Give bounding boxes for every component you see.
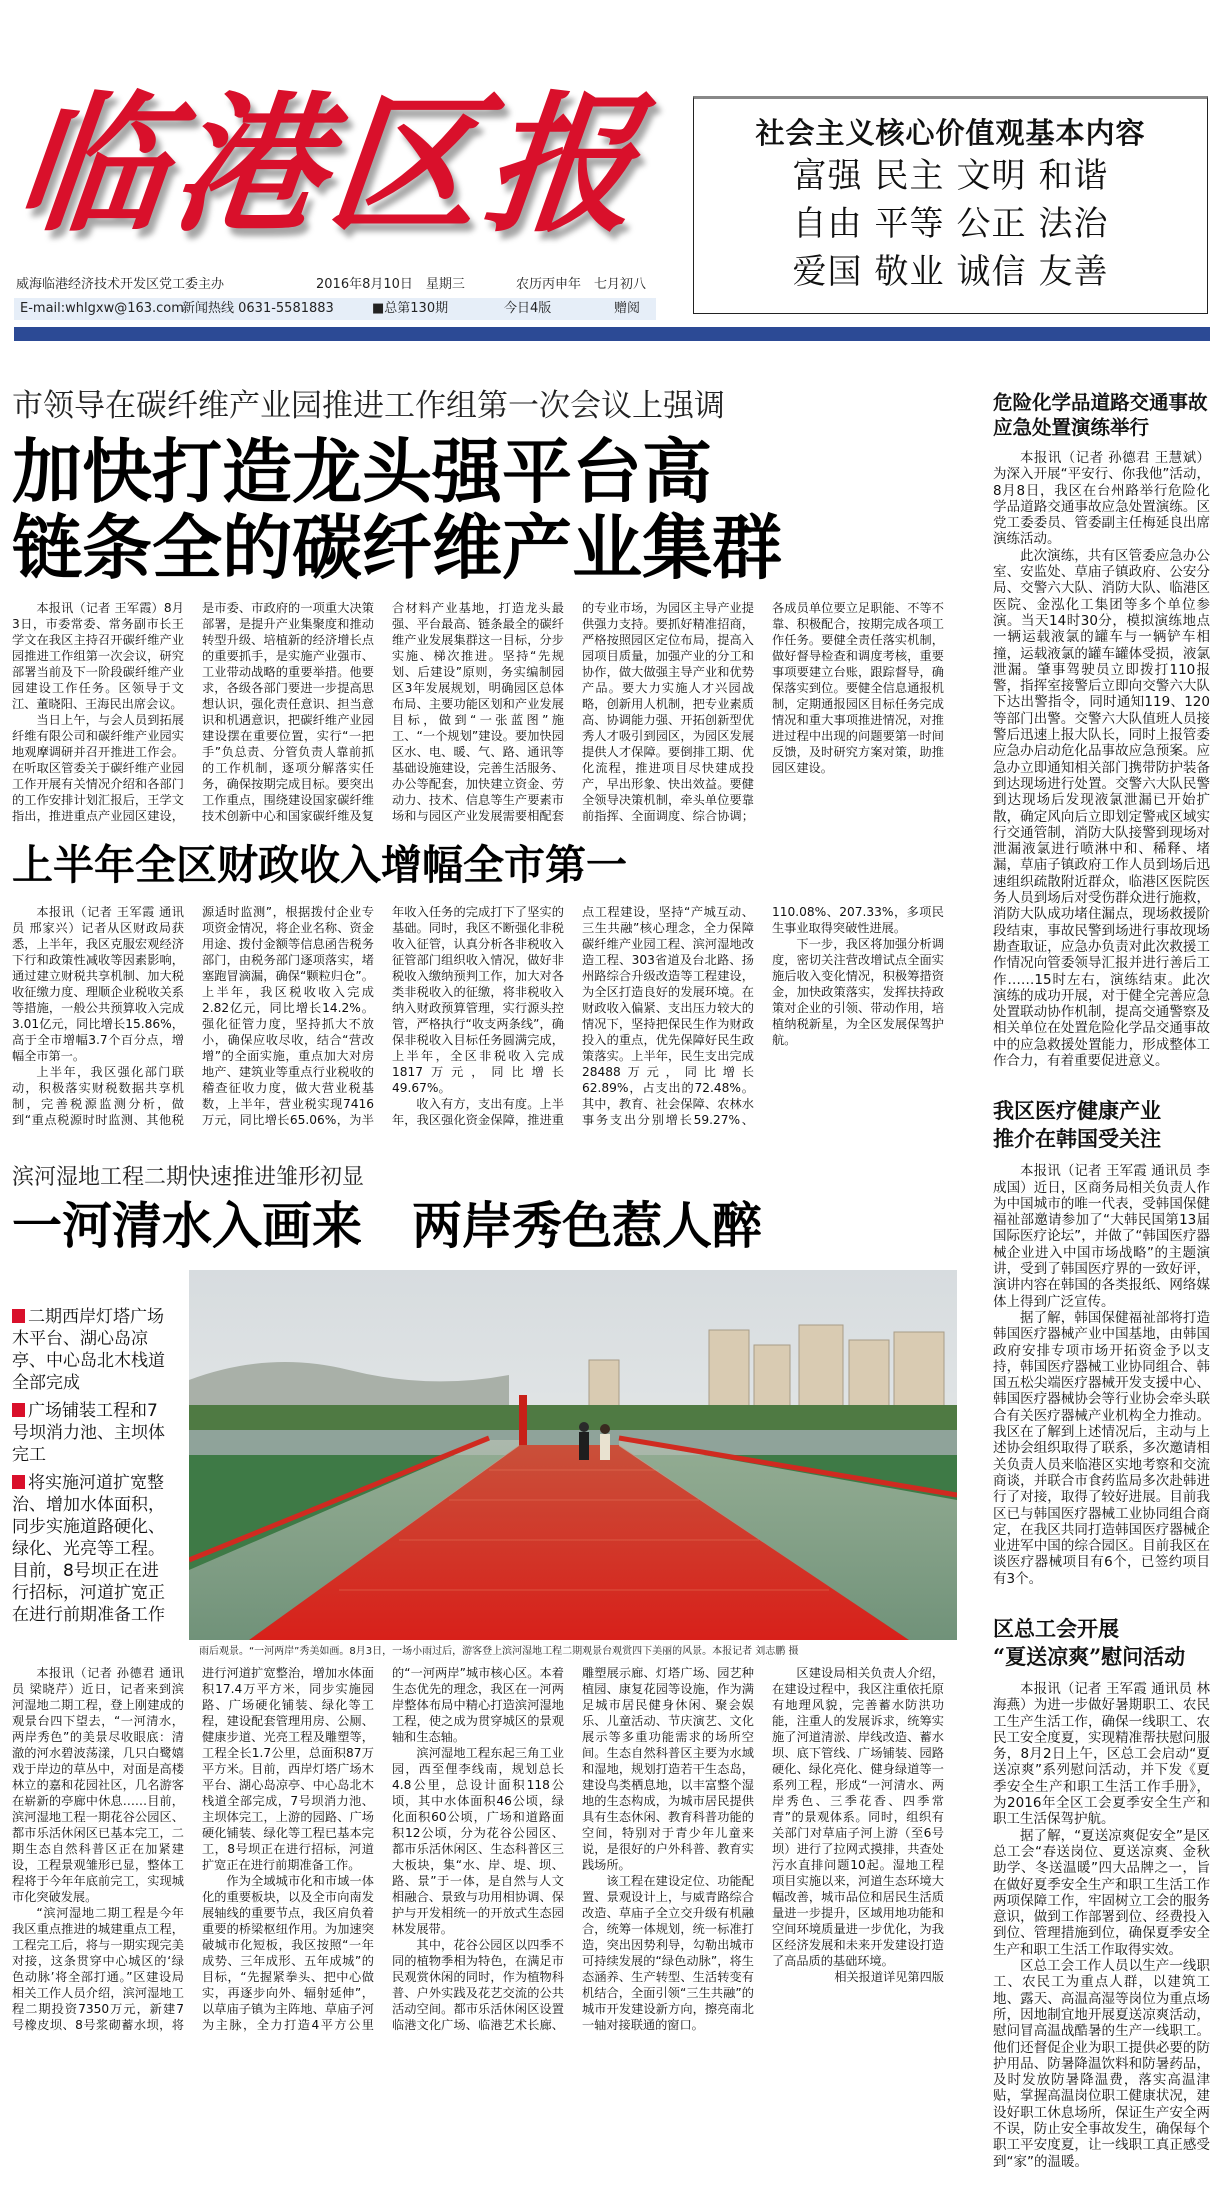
sidebar-article-title	[993, 390, 1210, 440]
sidebar-article-body	[993, 1681, 1210, 2170]
title-line: 应急处置演练举行	[993, 416, 1150, 439]
highlight-item	[12, 1472, 165, 1626]
sidebar-article-hazmat-drill	[993, 390, 1210, 1069]
highlight-item	[12, 1306, 165, 1394]
masthead-info-line	[16, 274, 656, 296]
core-values-row	[694, 248, 1207, 296]
lead-headline-line: 加快打造龙头强平台高	[12, 430, 712, 513]
wetland-photo-row	[12, 1270, 957, 1659]
core-value: 文明	[956, 156, 1027, 196]
paragraph: 本报讯（记者 孙德君 通讯员 梁晓芹）近日，记者来到滨河湿地二期工程，登上刚建成的观景台四下望去，“一河清水，两岸秀色”的美景尽收眼底：清澈的河水碧波荡漾，几只白鹭嬉戏于岸边的草丛中，对面是高楼林立的嘉和花园社区，几名游客在崭新的亭廊中休息……目前，滨河湿地工程一期花谷公园区、都市乐活休闲区已基本完工，二期生态自然科普区正在加紧建设，工程景观雏形已显，整体工程将于今年年底前完工，实现城市化突破发展。	[12, 1666, 184, 1904]
paragraph: 下一步，我区将加强分析调度，密切关注营改增试点全面实施后收入变化情况，积极筹措资金，加快政策落实，发挥扶持政策对企业的引领、带动作用，培植纳税新星，为全区发展保驾护航。	[772, 937, 944, 1047]
red-square-icon	[12, 1309, 25, 1323]
core-values-box	[693, 96, 1208, 314]
newspaper-logo: 临港区报	[8, 77, 652, 253]
paragraph: 区建设局相关负责人介绍，在建设过程中，我区注重依托原有地理风貌，完善蓄水防洪功能，注重人的发展诉求，统筹实施了河道清淤、岸线改造、蓄水坝、底下管线、广场铺装、园路硬化、绿化亮化、健身绿道等一系列工程，形成“一河清水、两岸秀色、三季花香、四季常青”的景观体系。同时，组织有关部门对草庙子河上游（至6号坝）进行了拉网式摸排，共查处污水直排问题10起。湿地工程项目实施以来，河道生态环境大幅改善，城市品位和居民生活质量进一步提升，区域用地功能和空间环境质量进一步优化，为我区经济发展和未来开发建设打造了高品质的基础环境。	[772, 1666, 944, 1968]
paragraph: “滨河湿地二期工程是今年我区重点推进的城建重点工程，工程完工后，将与一期实现完美对接，这条贯穿中心城区的‘绿色动脉’将全部打通。”区建设局相关工作人员介绍，滨河湿地工程二期投资7350万元，新建7号橡皮坝、8号浆砌蓄水坝，将进行河道扩宽整治，增加水体面积17.4万平方米，同步实施园路、广场硬化铺装、绿化等工程，建设配套管理用房、公厕、健康步道、光亮工程及雕塑等，工程全长1.7公里，总面积87万平方米。目前，西岸灯塔广场木平台、湖心岛凉亭、中心岛北木栈道全部完成，7号坝消力池、主坝体完工，上游的园路、广场硬化铺装、绿化等工程已基本完工，8号坝正在进行招标，河道扩宽正在进行前期准备工作。	[12, 1666, 374, 2032]
highlight-text: 二期西岸灯塔广场木平台、湖心岛凉亭、中心岛北木栈道全部完成	[12, 1307, 165, 1393]
paragraph: 此次演练，共有区管委应急办公室、安监处、草庙子镇政府、公安分局、交警六大队、消防大队、临港区医院、金泓化工集团等多个单位参演。当天14时30分，模拟演练地点一辆运载液氯的罐车与一辆铲车相撞，运载液氯的罐车罐体受损，液氯泄漏。肇事驾驶员立即拨打110报警，指挥室接警后立即向交警六大队下达出警指令，同时通知119、120等部门出警。交警六大队值班人员接警后迅速上报大队长，同时上报管委应急办启动危化品事故应急预案。应急办立即通知相关部门携带防护装备到达现场进行处置。交警六大队民警到达现场后发现液氯泄漏已开始扩散，确定风向后立即划定警戒区域实行交通管制，消防大队接警到现场对泄漏液氯进行喷淋中和、稀释、堵漏，草庙子镇政府工作人员到场后迅速组织疏散附近群众，临港区医院医务人员到场后对受伤群众进行施救，消防大队成功堵住漏点，现场救援阶段结束，事故民警到场进行事故现场勘查取证，应急办负责对此次救援工作情况向管委领导汇报并进行善后工作……15时左右，演练结束。此次演练的成功开展，对于健全完善应急处置联动协作机制，提高交通警察及相关单位在处置危险化学品交通事故中的应急救援处置能力，形成整体工作合力，有着重要促进意义。	[993, 547, 1210, 1069]
lead-headline	[12, 430, 957, 589]
core-values-row	[694, 200, 1207, 248]
photo-block	[189, 1270, 957, 1659]
sidebar-article-summer-relief	[993, 1615, 1210, 2170]
paragraph: 本报讯（记者 王军霞）8月3日，市委常委、常务副市长王学文在我区主持召开碳纤维产业园推进工作组第一次会议，研究部署当前及下一阶段碳纤维产业园建设工作任务。区领导于文江、董晓阳、王海民出席会议。	[12, 601, 184, 711]
paragraph: 据了解，韩国保健福祉部将打造韩国医疗器械产业中国基地，由韩国政府安排专项市场开拓资金予以支持，韩国医疗器械工业协同组合、韩国五松尖端医疗器械开发支援中心、韩国医疗器械协会等行业协会牵头联合有关医疗器械产业机构全力推动。我区在了解到上述情况后，主动与上述协会组织取得了联系，多次邀请相关负责人员来临港区实地考察和交流商谈，并联合市食药监局多次赴韩进行了对接，取得了较好进展。目前我区已与韩国医疗器械工业协同组合商定，在我区共同打造韩国医疗器械企业进军中国的综合园区。目前我区在谈医疗器械项目有6个，已签约项目有3个。	[993, 1309, 1210, 1587]
hotline: 新闻热线 0631-5581883	[182, 301, 334, 316]
paragraph: 本报讯（记者 王军霞 通讯员 邢家兴）记者从区财政局获悉，上半年，我区克服宏观经济下行和政策性减收等因素影响，通过建立财税共享机制、加大税收征缴力度、理顺企业税收关系等措施，一般公共预算收入完成3.01亿元，同比增长15.86%，高于全市增幅3.7个百分点，增幅全市第一。	[12, 905, 184, 1063]
paragraph: 滨河湿地工程东起三角工业园，西至俚李线南，规划总长4.8公里，总设计面积118公顷，其中水体面积46公顷，绿化面积60公顷，广场和道路面积12公顷，分为花谷公园区、都市乐活休闲区、生态科普区三大板块，集“水、岸、堤、坝、路、景”于一体，是自然与人文相融合、景致与功用相协调、保护与开发相统一的开放式生态园林发展带。	[392, 1746, 564, 1936]
core-value: 公正	[956, 204, 1027, 244]
title-line: 推介在韩国受关注	[993, 1126, 1161, 1152]
masthead-contact-line	[14, 298, 656, 320]
distribution: 赠阅	[614, 301, 641, 316]
wetland-article-body	[12, 1665, 944, 2033]
paragraph: 上半年，我区强化部门联动，积极落实财税数据共享机制，完善税源监测分析，做到“重点税源时时监测、其他税源适时监测”，根据拨付企业专项资金情况，将企业名称、资金用途、拨付金额等信息函告税务部门，由税务部门逐项落实，堵塞跑冒滴漏，确保“颗粒归仓”。上半年，我区税收收入完成2.82亿元，同比增长14.2%。强化征管力度，坚持抓大不放小，确保应收尽收，结合“营改增”的全面实施，重点加大对房地产、建筑业等重点行业税收的稽查征收力度，做大营业税基数，上半年，营业税实现7416万元，同比增长65.06%，为半年收入任务的完成打下了坚实的基础。同时，我区不断强化非税收入征管，认真分析各非税收入征管部门组织收入情况，做好非税收入缴纳预判工作，加大对各类非税收入的征缴，将非税收入纳入财政预算管理，实行源头控管，严格执行“收支两条线”，确保非税收入目标任务圆满完成，上半年，全区非税收入完成1817万元，同比增长49.67%。	[12, 905, 564, 1127]
core-values-title: 社会主义核心价值观基本内容	[755, 116, 1146, 150]
red-square-icon	[12, 1475, 25, 1489]
paragraph: 作为全域城市化和市域一体化的重要板块，以及全市向南发展轴线的重要节点，我区肩负着重要的桥梁枢纽作用。为加速突破城市化短板，我区按照“一年成势、三年成形、五年成城”的目标，“先握紧拳头、把中心做实，再逐步向外、辐射延伸”，以草庙子镇为主阵地、草庙子河为主脉，全力打造4平方公里的“一河两岸”城市核心区。本着生态优先的理念，我区在一河两岸整体布局中精心打造滨河湿地工程，使之成为贯穿城区的景观轴和生态轴。	[202, 1666, 564, 2032]
paragraph: 收入有方，支出有度。上半年，我区强化资金保障，推进重点工程建设，坚持“产城互动、三生共融”核心理念，全力保障碳纤维产业园工程、滨河湿地改造工程、303省道及台北路、扬州路综合升级改造等工程建设，为全区打造良好的发展环境。在财政收入偏紧、支出压力较大的情况下，坚持把保民生作为财政投入的重点，优先保障好民生政策落实。上半年，民生支出完成28488万元，同比增长62.89%，占支出的72.48%。其中，教育、社会保障、农林水事务支出分别增长59.27%、110.08%、207.33%，多项民生事业取得突破性进展。	[392, 905, 944, 1127]
main-column	[12, 386, 957, 2033]
core-value: 和谐	[1038, 156, 1109, 196]
paragraph: 该工程在建设定位、功能配置、景观设计上，与威青路综合改造、草庙子全立交升级有机融合，统筹一体规划，统一标准打造，突出因势利导，勾勒出城市可持续发展的“绿色动脉”，将生态涵养、生产转型、生活转变有机结合，全面引领“三生共融”的城市开发建设新方向，擦亮南北一轴对接联通的窗口。	[582, 1874, 754, 2032]
lead-kicker: 市领导在碳纤维产业园推进工作组第一次会议上强调	[12, 388, 725, 424]
paragraph: 本报讯（记者 王军霞 通讯员 李成国）近日，区商务局相关负责人作为中国城市的唯一代表，受韩国保健福祉部邀请参加了“大韩民国第13届国际医疗论坛”，并做了“韩国医疗器械企业进入中国市场战略”的主题演讲，受到了韩国医疗界的一致好评，演讲内容在韩国的各类报纸、网络媒体上得到广泛宣传。	[993, 1163, 1210, 1310]
title-line: 区总工会开展	[993, 1616, 1119, 1641]
paragraph: 当日上午，与会人员到拓展纤维有限公司和碳纤维产业园实地观摩调研并召开推进工作会。在听取区管委关于碳纤维产业园工作开展有关情况介绍和各部门的工作安排计划汇报后，王学文指出，推进重点产业园区建设，是市委、市政府的一项重大决策部署，是提升产业集聚度和推动转型升级、培植新的经济增长点的重要抓手，是实施产业强市、工业带动战略的重要举措。他要求，各级各部门要进一步提高思想认识，强化责任意识、担当意识和机遇意识，把碳纤维产业园建设摆在重要位置，实行“一把手”负总责、分管负责人靠前抓的工作机制，逐项分解落实任务，确保按期完成目标。要突出工作重点，围绕建设国家碳纤维技术创新中心和国家碳纤维及复合材料产业基地，打造龙头最强、平台最高、链条最全的碳纤维产业发展集群这一目标，分步实施、梯次推进。坚持“先规划、后建设”原则，务实编制园区3年发展规划，明确园区总体布局、主要功能区划和产业发展目标，做到“一张蓝图”施工、“一个规划”建设。要加快园区水、电、暖、气、路、通讯等基础设施建设，完善生活服务、办公等配套，加快建立资金、劳动力、技术、信息等生产要素市场和与园区产业发展需要相配套的专业市场，为园区主导产业提供强力支持。要抓好精准招商，严格按照园区定位布局，提高入园项目质量，加强产业的分工和协作，做大做强主导产业和优势产品。要大力实施人才兴园战略，创新用人机制，把专业素质高、协调能力强、开拓创新型优秀人才吸引到园区，为园区发展提供人才保障。要倒排工期、优化流程，推进项目尽快建成投产，早出形象、快出效益。要健全领导决策机制，牵头单位要靠前指挥、全面调度、综合协调；各成员单位要立足职能、不等不靠、积极配合，按期完成各项工作任务。要健全责任落实机制，做好督导检查和调度考核，重要事项要建立台账，跟踪督导，确保落实到位。要健全信息通报机制，定期通报园区目标任务完成情况和重大事项推进情况，对推进过程中出现的问题要第一时间反馈，及时研究方案对策，助推园区建设。	[12, 601, 944, 823]
core-value: 富强	[792, 156, 863, 196]
finance-article-body	[12, 904, 944, 1128]
core-value: 平等	[874, 204, 945, 244]
wetland-kicker: 滨河湿地工程二期快速推进雏形初显	[12, 1165, 365, 1190]
sidebar-article-body	[993, 1163, 1210, 1587]
lead-headline-line: 链条全的碳纤维产业集群	[12, 506, 782, 589]
lunar-date: 农历丙申年 七月初八	[516, 277, 647, 292]
paragraph: 本报讯（记者 孙德君 王慧斌）为深入开展“平安行、你我他”活动，8月8日，我区在台州路举行危险化学品道路交通事故应急处置演练。区党工委委员、管委副主任梅延良出席演练活动。	[993, 450, 1210, 548]
core-value: 爱国	[792, 252, 863, 292]
sidebar-article-title	[993, 1615, 1210, 1671]
wetland-photo	[189, 1270, 957, 1640]
sidebar-article-title	[993, 1097, 1210, 1153]
masthead-divider	[14, 327, 1210, 341]
wetland-highlights	[12, 1306, 165, 1632]
paragraph: 其中，花谷公园区以四季不同的植物季相为特色，在满足市民观赏休闲的同时，作为植物科普、户外实践及花艺交流的公共活动空间。都市乐活休闲区设置临港文化广场、临港艺术长廊、雕塑展示廊、灯塔广场、园艺种植园、康复花园等设施，作为满足城市居民健身休闲、聚会娱乐、儿童活动、节庆演艺、文化展示等多重功能需求的场所空间。生态自然科普区主要为水域和湿地，规划打造若干生态岛，建设鸟类栖息地，以丰富整个湿地的生态构成，为城市居民提供具有生态休闲、教育科普功能的空间，特别对于青少年儿童来说，是很好的户外科普、教育实践场所。	[392, 1666, 754, 2032]
sidebar-article-medical-industry	[993, 1097, 1210, 1587]
issue-date: 2016年8月10日 星期三	[316, 277, 465, 292]
sidebar	[993, 390, 1210, 2198]
paragraph: 本报讯（记者 王军霞 通讯员 林海燕）为进一步做好暑期职工、农民工生产生活工作，确保一线职工、农民工安全度夏，实现精准帮扶慰问服务，8月2日上午，区总工会启动“夏送凉爽”系列慰问活动，并下发《夏季安全生产和职工生活工作手册》，为2016年全区工会夏季安全生产和职工生活保驾护航。	[993, 1681, 1210, 1828]
title-line: 危险化学品道路交通事故	[993, 391, 1208, 414]
core-value: 诚信	[956, 252, 1027, 292]
finance-headline: 上半年全区财政收入增幅全市第一	[12, 841, 627, 889]
highlight-item	[12, 1400, 165, 1466]
see-also-note: 相关报道详见第四版	[834, 1970, 944, 1984]
paragraph: 区总工会工作人员以生产一线职工、农民工为重点人群，以建筑工地、露天、高温高湿等岗位为重点场所，因地制宜地开展夏送凉爽活动，慰问冒高温战酷暑的生产一线职工。他们还督促企业为职工提供必要的防护用品、防暑降温饮料和防暑药品，及时发放防暑降温费，落实高温津贴，掌握高温岗位职工健康状况，建设好职工休息场所，保证生产安全两不误，防止安全事故发生，确保每个职工平安度夏，让一线职工真正感受到“家”的温暖。	[993, 1958, 1210, 2170]
email: E-mail:whlgxw@163.com	[20, 301, 184, 316]
sidebar-article-body	[993, 450, 1210, 1069]
publisher: 威海临港经济技术开发区党工委主办	[16, 277, 225, 292]
core-value: 法治	[1038, 204, 1109, 244]
core-values-row	[694, 152, 1207, 200]
core-value: 自由	[792, 204, 863, 244]
photo-caption: 雨后观景。“一河两岸”秀美如画。8月3日，一场小雨过后，游客登上滨河湿地工程二期观景台观赏四下美丽的风景。本报记者 刘志鹏 摄	[199, 1646, 799, 1657]
title-line: 我区医疗健康产业	[993, 1098, 1161, 1124]
title-line: “夏送凉爽”慰问活动	[993, 1644, 1186, 1669]
wetland-headline: 一河清水入画来 两岸秀色惹人醉	[12, 1196, 762, 1255]
issue-number: ■总第130期	[372, 301, 449, 316]
core-value: 敬业	[874, 252, 945, 292]
lead-article-body	[12, 600, 944, 824]
core-value: 民主	[874, 156, 945, 196]
page-count: 今日4版	[504, 301, 552, 316]
highlight-text: 广场铺装工程和7号坝消力池、主坝体完工	[12, 1401, 165, 1465]
highlight-text: 将实施河道扩宽整治、增加水体面积，同步实施道路硬化、绿化、光亮等工程。目前，8号坝正在进行招标，河道扩宽正在进行前期准备工作	[12, 1473, 165, 1625]
paragraph: 据了解，“夏送凉爽促安全”是区总工会“春送岗位、夏送凉爽、金秋助学、冬送温暖”四大品牌之一，旨在做好夏季安全生产和职工生活工作两项保障工作，牢固树立工会的服务意识，做到工作部署到位、经费投入到位、管理措施到位，确保夏季安全生产和职工生活工作取得实效。	[993, 1827, 1210, 1958]
core-value: 友善	[1038, 252, 1109, 292]
red-square-icon	[12, 1403, 25, 1417]
